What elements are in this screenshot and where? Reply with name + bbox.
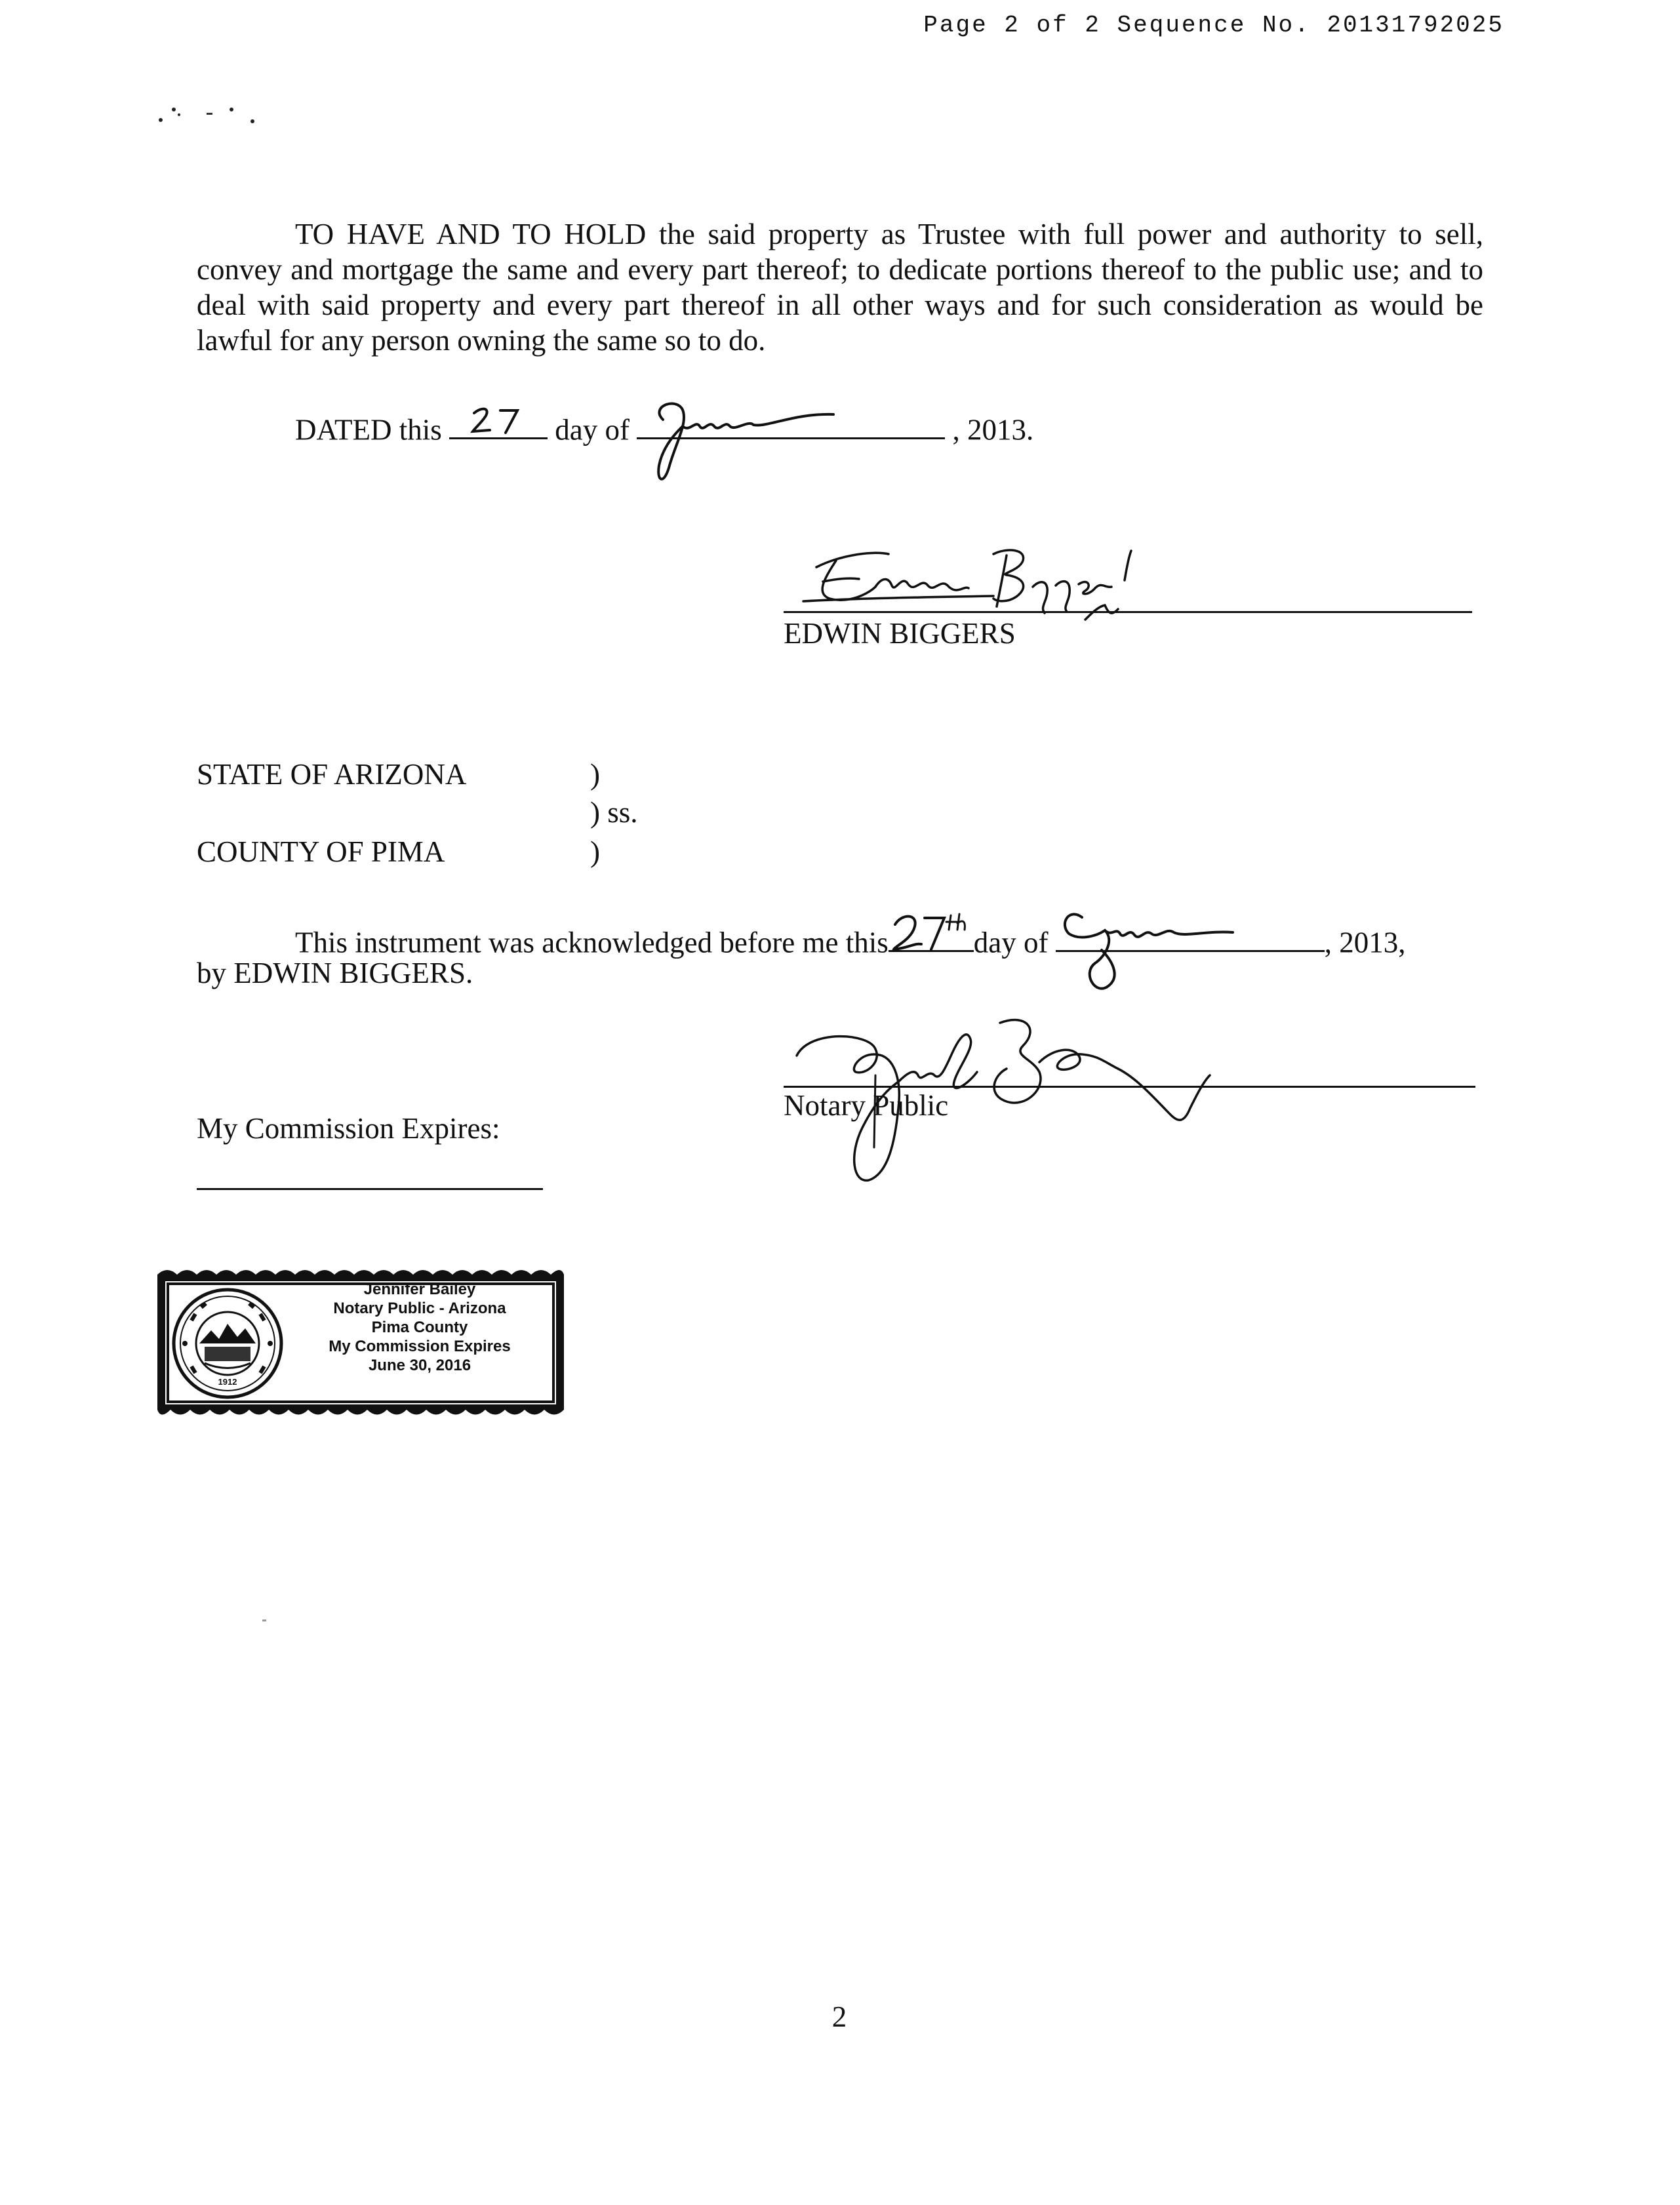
ack-month-handwriting	[1056, 901, 1331, 999]
ack-by-line: by EDWIN BIGGERS.	[197, 957, 473, 989]
dated-prefix: DATED this	[295, 413, 442, 447]
seal-year: 1912	[218, 1377, 237, 1387]
stamp-commission-label: My Commission Expires	[329, 1338, 511, 1355]
dated-month-handwriting	[637, 393, 945, 492]
page-sequence-header: Page 2 of 2 Sequence No. 20131792025	[923, 12, 1504, 39]
scan-speck	[262, 1619, 266, 1621]
dated-month-field	[637, 407, 945, 439]
signer-signature-rule	[784, 611, 1472, 613]
dated-day-field	[449, 407, 548, 439]
signer-handwritten-signature	[797, 541, 1256, 626]
venue-county: COUNTY OF PIMA	[197, 835, 445, 868]
scan-specks	[154, 95, 272, 128]
notary-stamp	[151, 1265, 570, 1420]
acknowledgment-line	[295, 919, 1406, 959]
ack-suffix: , 2013,	[1324, 926, 1406, 959]
notary-stamp-text	[285, 1280, 554, 1375]
stamp-notary-title: Notary Public - Arizona	[333, 1300, 506, 1317]
venue-paren-bottom: )	[590, 835, 600, 868]
venue-state: STATE OF ARIZONA	[197, 758, 467, 791]
dated-suffix: , 2013.	[952, 413, 1034, 447]
ack-day-handwriting	[889, 910, 980, 956]
arizona-seal-icon	[165, 1281, 290, 1406]
ack-middle: day of	[973, 926, 1049, 959]
dated-day-handwriting	[449, 401, 548, 441]
venue-paren-top: )	[590, 758, 600, 791]
venue-ss: ) ss.	[590, 796, 638, 829]
commission-expires-label: My Commission Expires:	[197, 1112, 500, 1145]
notary-signature-rule	[784, 1086, 1475, 1088]
ack-day-field	[889, 919, 974, 952]
commission-expires-rule	[197, 1188, 543, 1190]
ack-prefix: This instrument was acknowledged before me this	[295, 926, 889, 959]
ack-month-field	[1056, 919, 1325, 952]
stamp-commission-date: June 30, 2016	[368, 1357, 471, 1374]
dated-middle: day of	[555, 413, 630, 447]
signer-name: EDWIN BIGGERS	[784, 617, 1016, 650]
page-number: 2	[831, 2000, 847, 2033]
notary-public-label: Notary Public	[784, 1089, 949, 1122]
stamp-county: Pima County	[371, 1319, 468, 1336]
habendum-clause: TO HAVE AND TO HOLD the said property as Trustee with full power and authority to sell, convey and mortgage the same and every part thereof; to dedicate portions thereof to the public use; and to deal with said property and every part thereof in all other ways and for such consideration as would be lawful for any person owning the same so to do.	[197, 218, 1483, 357]
stamp-notary-name: Jennifer Bailey	[363, 1281, 476, 1298]
dated-line	[295, 407, 1033, 447]
